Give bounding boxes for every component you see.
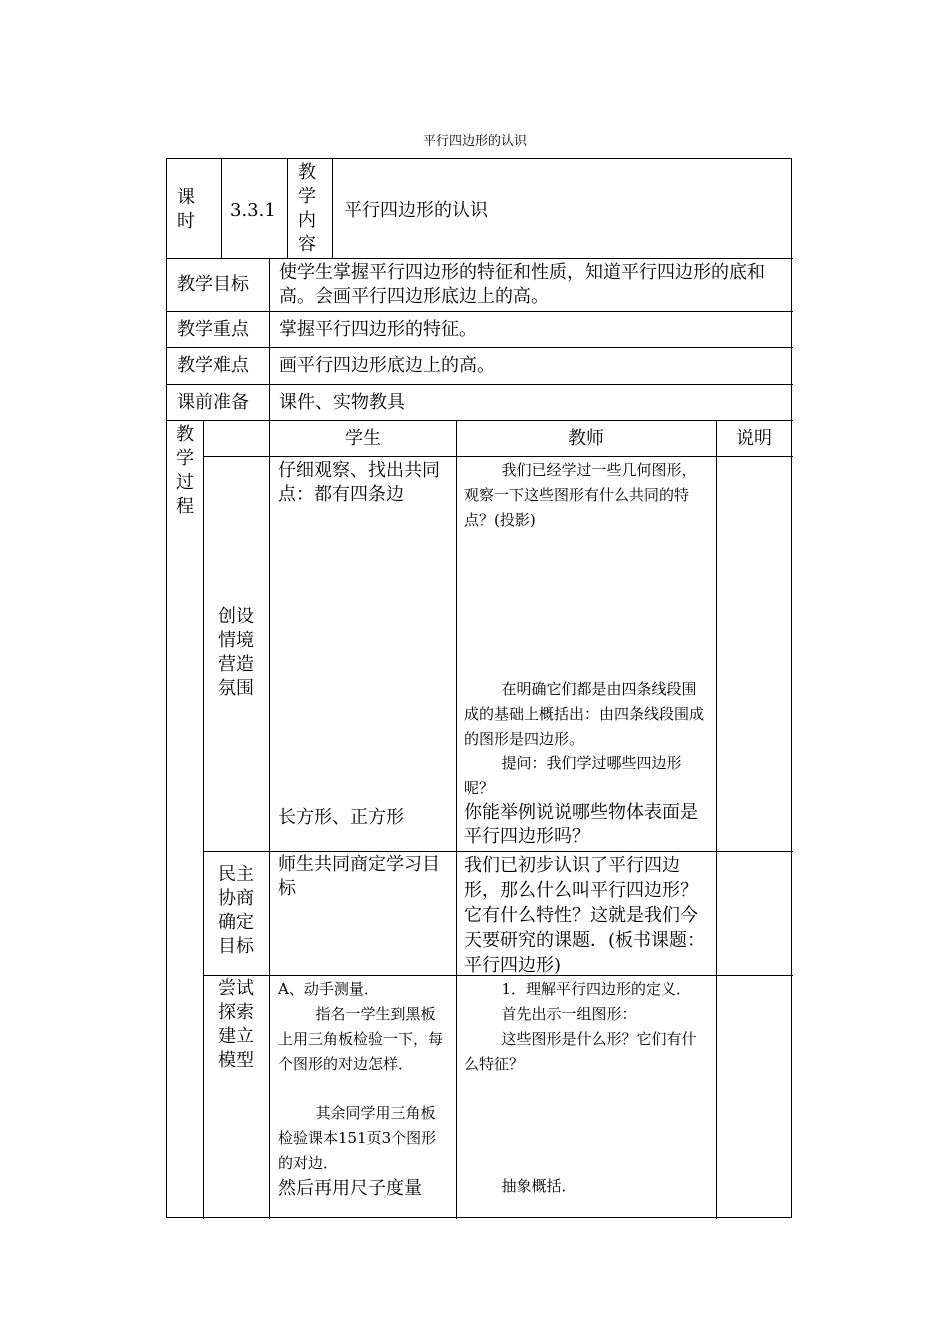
- student-text: 师生共同商定学习目标: [278, 854, 440, 899]
- objective-label: 教学目标: [177, 274, 249, 295]
- process-label: 教学过程: [176, 424, 194, 517]
- col-divider: [221, 159, 222, 258]
- teacher-text: 1．理解平行四边形的定义．: [501, 980, 692, 998]
- student-text: 然后再用尺子度量: [278, 1178, 422, 1199]
- difficulty-label: 教学难点: [177, 355, 249, 376]
- teacher-text: 首先出示一组图形：: [501, 1005, 637, 1023]
- content-value: 平行四边形的认识: [344, 200, 488, 221]
- col-divider: [269, 420, 270, 1219]
- row-divider: [167, 420, 793, 421]
- teacher-text: 我们已经学过一些几何图形，观察一下这些图形有什么共同的特点？(投影): [464, 461, 697, 529]
- lesson-value: 3.3.1: [230, 200, 276, 221]
- preparation-label: 课前准备: [177, 392, 249, 413]
- teacher-text: 你能举例说说哪些物体表面是平行四边形吗？: [464, 802, 698, 847]
- column-header-note: 说明: [736, 428, 772, 449]
- student-text: 指名一学生到黑板上用三角板检验一下，每个图形的对边怎样．: [278, 1005, 444, 1073]
- row-divider: [203, 851, 793, 852]
- lesson-label: 课时: [177, 187, 195, 232]
- key-point-label: 教学重点: [177, 319, 249, 340]
- col-divider: [203, 420, 204, 1219]
- row-divider: [167, 258, 793, 259]
- column-header-teacher: 教师: [568, 428, 604, 449]
- preparation-text: 课件、实物教具: [279, 392, 405, 413]
- row-divider: [203, 456, 793, 457]
- row-divider: [167, 347, 793, 348]
- stage-label: 尝试探索建立模型: [218, 978, 254, 1071]
- document-title: 平行四边形的认识: [422, 134, 527, 149]
- difficulty-text: 画平行四边形底边上的高。: [279, 355, 495, 376]
- col-divider: [332, 159, 333, 258]
- student-text: 仔细观察、找出共同点：都有四条边: [278, 460, 440, 505]
- lesson-plan-table: [166, 158, 792, 1218]
- stage-label: 民主协商确定目标: [218, 864, 254, 957]
- stage-label: 创设情境营造氛围: [218, 606, 254, 699]
- column-header-student: 学生: [345, 428, 381, 449]
- student-text: 其余同学用三角板检验课本151页3个图形的对边．: [278, 1104, 437, 1172]
- key-point-text: 掌握平行四边形的特征。: [279, 319, 477, 340]
- row-divider: [167, 311, 793, 312]
- col-divider: [287, 159, 288, 258]
- row-divider: [167, 384, 793, 385]
- teacher-text: 提问：我们学过哪些四边形呢？: [464, 754, 682, 797]
- teacher-text: 在明确它们都是由四条线段围成的基础上概括出：由四条线段围成的图形是四边形。: [464, 680, 705, 748]
- teacher-text: 这些图形是什么形？它们有什么特征？: [464, 1030, 697, 1073]
- student-text: 长方形、正方形: [278, 807, 404, 828]
- teacher-text: 我们已初步认识了平行四边形，那么什么叫平行四边形？它有什么特性？这就是我们今天要研究的课题．(板书课题：平行四边形): [464, 855, 706, 976]
- content-label: 教学内容: [298, 162, 316, 255]
- objective-text: 使学生掌握平行四边形的特征和性质，知道平行四边形的底和高。会画平行四边形底边上的高。: [279, 262, 765, 307]
- col-divider: [456, 420, 457, 1219]
- student-text: A、动手测量．: [278, 980, 379, 998]
- col-divider: [269, 258, 270, 420]
- col-divider: [716, 420, 717, 1219]
- teacher-text: 抽象概括．: [501, 1177, 577, 1195]
